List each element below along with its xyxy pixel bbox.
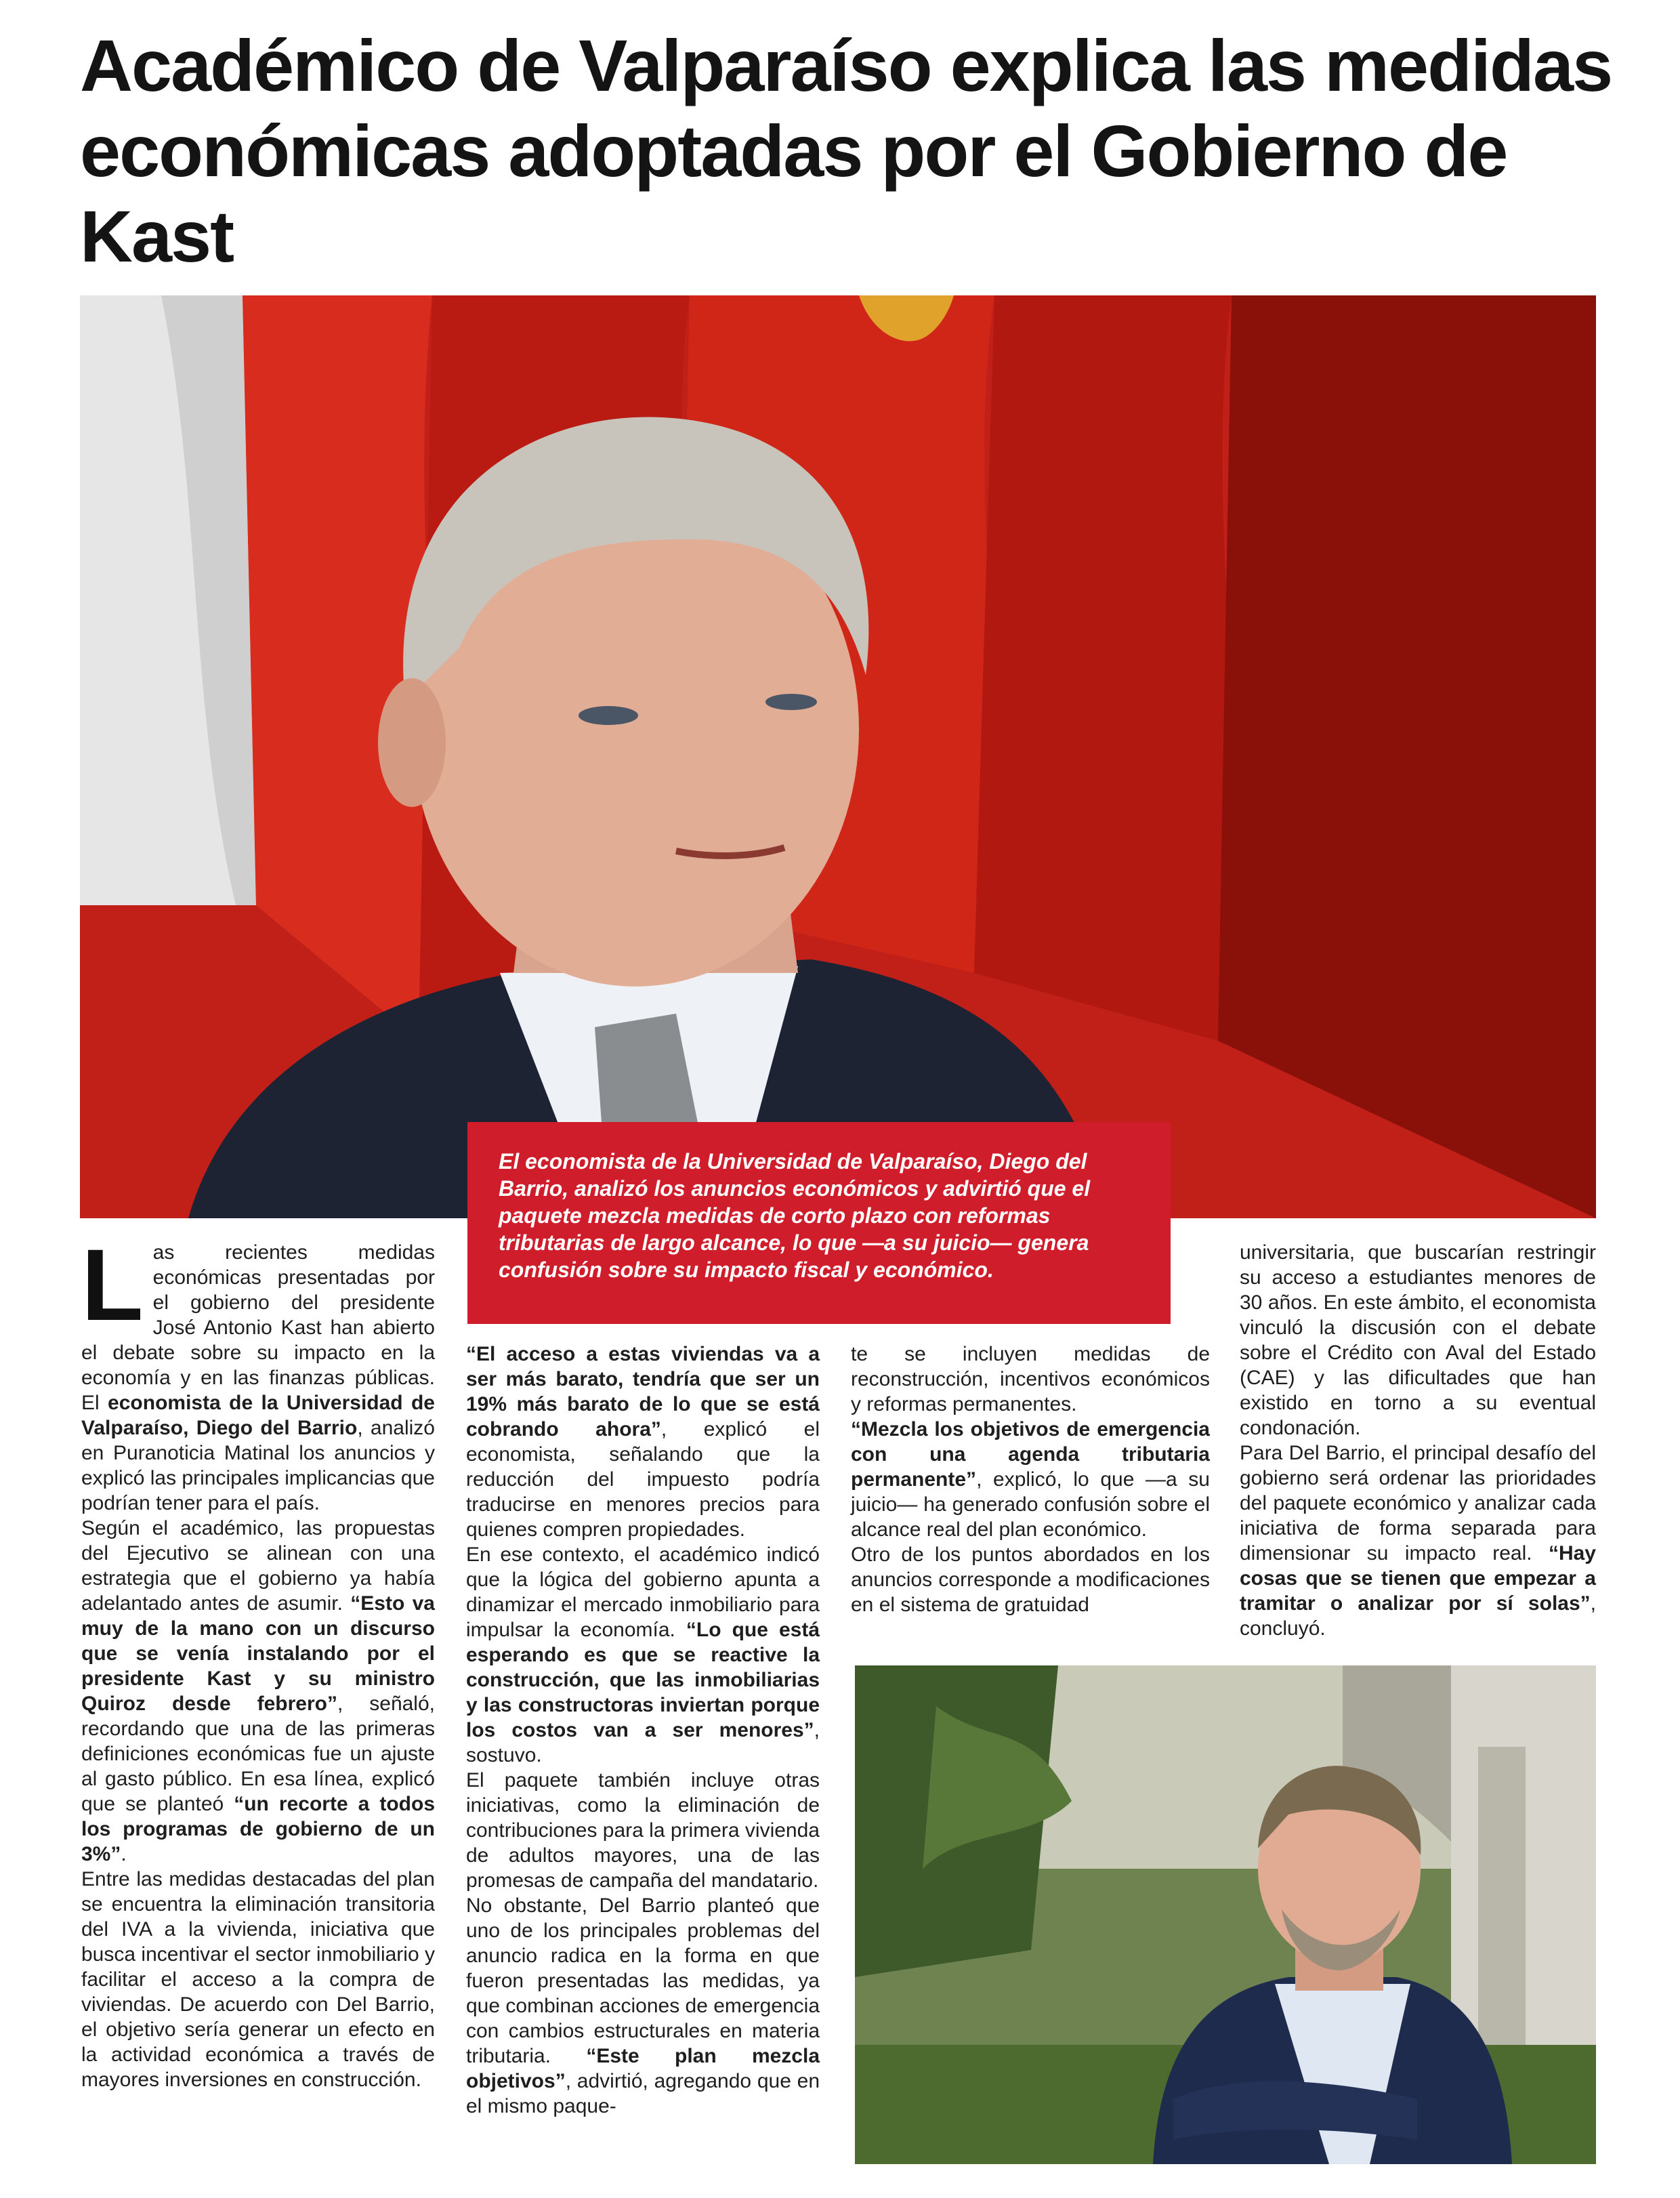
paragraph: En ese contexto, el académico indicó que la lógica del gobierno apunta a dinamizar el mercado inmobiliario para impulsar la economía. “Lo que está esperando es que se reactive la construcción, que las inmobiliarias y las constructoras inviertan porque los costos van a ser menores”, sostuvo. — [466, 1543, 820, 1766]
paragraph: te se incluyen medidas de reconstrucción, incentivos económicos y reformas permanentes. — [851, 1343, 1210, 1415]
paragraph: “El acceso a estas viviendas va a ser más barato, tendría que ser un 19% más barato de lo que se está cobrando ahora”, explicó el economista, señalando que la reducción del impuesto podría traducirse en menores precios para quienes compren propiedades. — [466, 1343, 820, 1541]
main-photo — [80, 295, 1596, 1218]
paragraph: Otro de los puntos abordados en los anuncios corresponde a modificaciones en el sistema de gratuidad — [851, 1543, 1210, 1616]
headline: Académico de Valparaíso explica las medidas económicas adoptadas por el Gobierno de Kast — [80, 24, 1612, 277]
secondary-photo — [855, 1665, 1596, 2164]
article-column-4 — [1240, 1240, 1596, 1641]
article-column-1 — [81, 1228, 435, 2092]
paragraph: Para Del Barrio, el principal desafío del gobierno será ordenar las prioridades del paquete económico y analizar cada iniciativa de forma separada para dimensionar su impacto real. “Hay cosas que se tienen que empezar a tramitar o analizar por sí solas”, concluyó. — [1240, 1442, 1596, 1640]
paragraph: Entre las medidas destacadas del plan se encuentra la eliminación transitoria del IVA a la vivienda, iniciativa que busca incentivar el sector inmobiliario y facilitar el acceso a la compra de viviendas. De acuerdo con Del Barrio, el objetivo sería generar un efecto en la actividad económica a través de mayores inversiones en construcción. — [81, 1868, 435, 2091]
drop-cap: L — [81, 1228, 144, 1342]
photo-caption: El economista de la Universidad de Valparaíso, Diego del Barrio, analizó los anuncios económicos y advirtió que el paquete mezcla medidas de corto plazo con reformas tributarias de largo alcance, lo que —a su juicio— genera confusión sobre su impacto fiscal y económico. — [467, 1122, 1171, 1324]
article-column-2 — [466, 1342, 820, 2119]
paragraph: El paquete también incluye otras iniciativas, como la eliminación de contribuciones para la primera vivienda de adultos mayores, una de las promesas de campaña del mandatario. — [466, 1769, 820, 1892]
paragraph: universitaria, que buscarían restringir su acceso a estudiantes menores de 30 años. En este ámbito, el economista vinculó la discusión con el debate sobre el Crédito con Aval del Estado (CAE) y las dificultades que han existido en torno a su eventual condonación. — [1240, 1241, 1596, 1439]
paragraph: as recientes medidas económicas presentadas por el gobierno del presidente José Antonio Kast han abierto el debate sobre su impacto en la economía y en las finanzas públicas. El economista de la Universidad de Valparaíso, Diego del Barrio, analizó en Puranoticia Matinal los anuncios y explicó las principales implicancias que podrían tener para el país. — [81, 1241, 435, 1514]
article-column-3 — [851, 1342, 1210, 1617]
paragraph: No obstante, Del Barrio planteó que uno de los principales problemas del anuncio radica en la forma en que fueron presentadas las medidas, ya que combinan acciones de emergencia con cambios estructurales en materia tributaria. “Este plan mezcla objetivos”, advirtió, agregando que en el mismo paque- — [466, 1894, 820, 2117]
paragraph: Según el académico, las propuestas del Ejecutivo se alinean con una estrategia que el gobierno ya había adelantado antes de asumir. “Esto va muy de la mano con un discurso que se venía instalando por el presidente Kast y su ministro Quiroz desde febrero”, señaló, recordando que una de las primeras definiciones económicas fue un ajuste al gasto público. En esa línea, explicó que se planteó “un recorte a todos los programas de gobierno de un 3%”. — [81, 1517, 435, 1865]
paragraph: “Mezcla los objetivos de emergencia con una agenda tributaria permanente”, explicó, lo que —a su juicio— ha generado confusión sobre el alcance real del plan económico. — [851, 1418, 1210, 1541]
